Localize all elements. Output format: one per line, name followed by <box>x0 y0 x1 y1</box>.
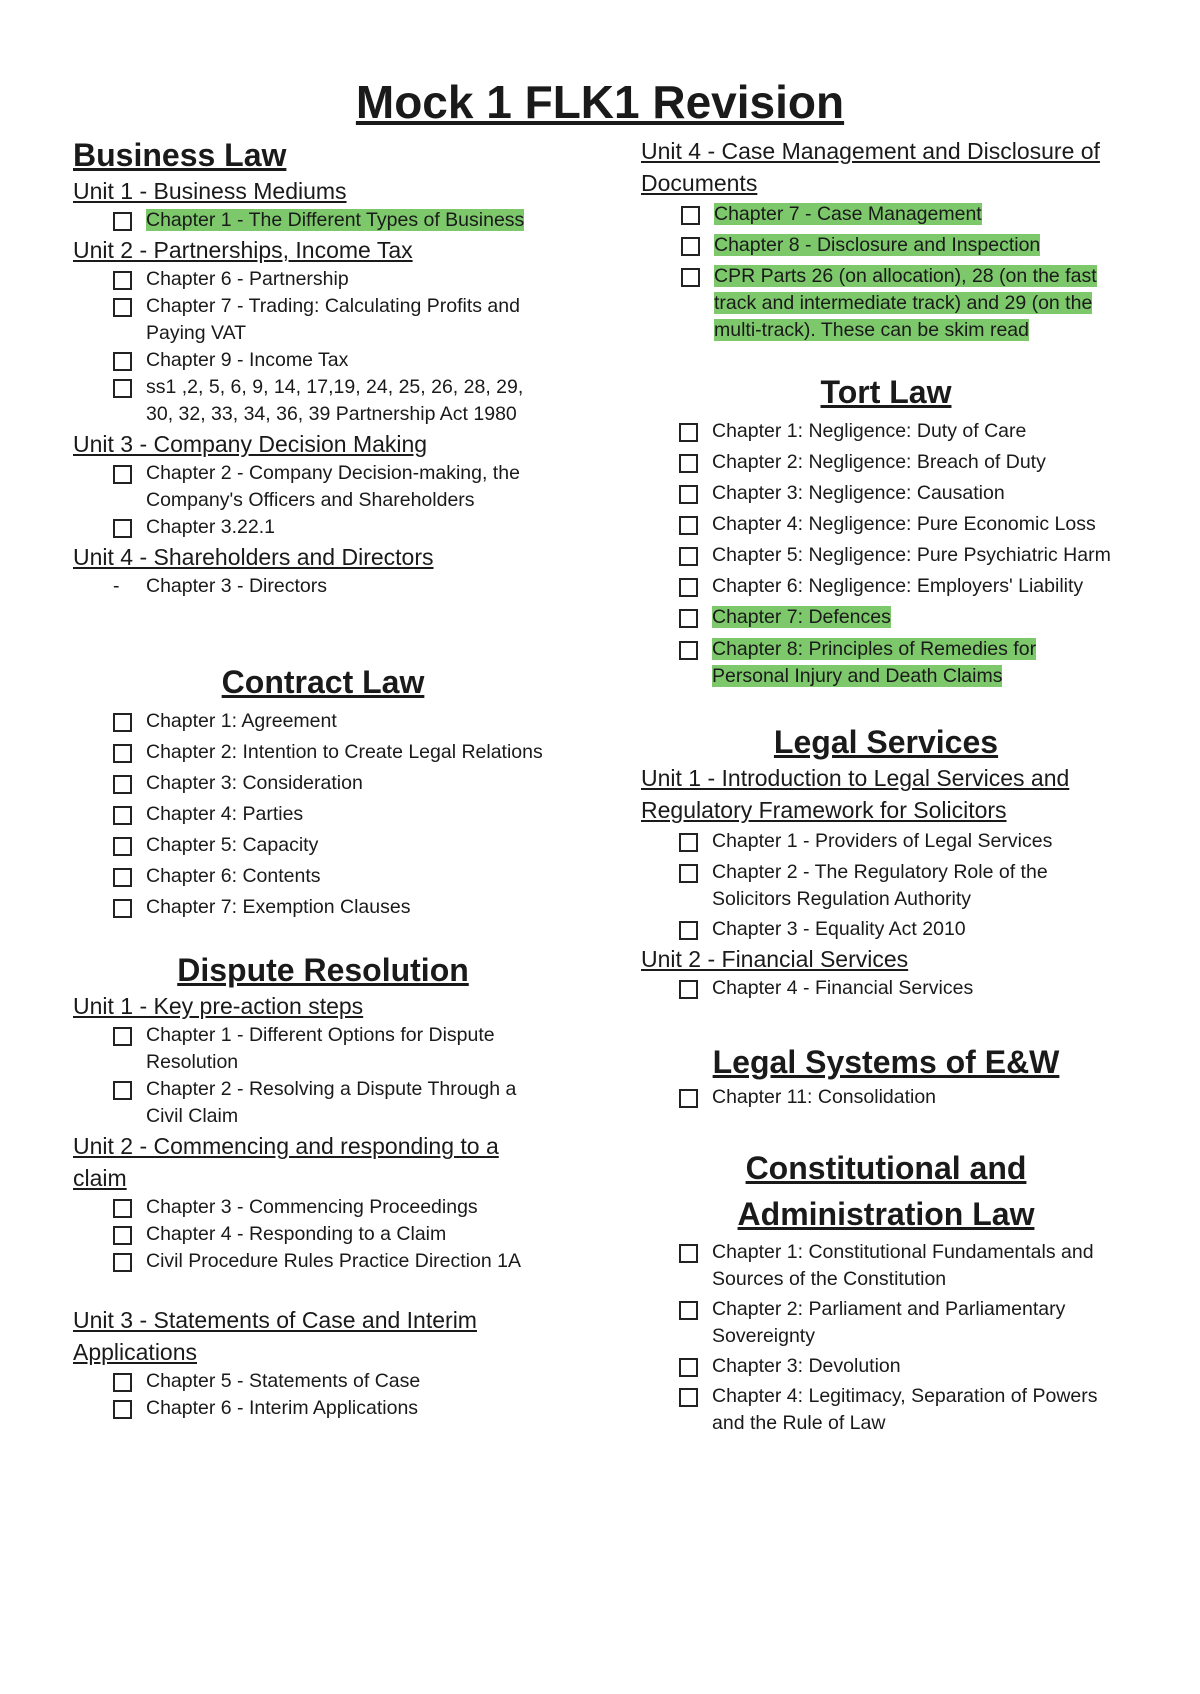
checklist-item[interactable]: Chapter 1: Negligence: Duty of Care <box>679 416 1159 447</box>
checkbox-icon[interactable] <box>113 519 132 538</box>
dispute-unit4-label: Unit 4 - Case Management and Disclosure of Documents <box>641 138 1100 196</box>
checklist-item[interactable]: Chapter 6 - Interim Applications <box>113 1395 573 1422</box>
list-item: - Chapter 3 - Directors <box>113 573 533 600</box>
checkbox-icon[interactable] <box>113 212 132 231</box>
checkbox-icon[interactable] <box>113 1199 132 1218</box>
dispute-unit2-label: Unit 2 - Commencing and responding to a claim <box>73 1133 499 1191</box>
checkbox-icon[interactable] <box>113 837 132 856</box>
checklist-item[interactable]: Chapter 4: Parties <box>113 799 593 830</box>
checkbox-icon[interactable] <box>113 352 132 371</box>
checklist-item[interactable]: Chapter 4 - Responding to a Claim <box>113 1221 573 1248</box>
checklist-item[interactable]: Chapter 5: Negligence: Pure Psychiatric Harm <box>679 540 1159 571</box>
checklist-item[interactable]: Chapter 4: Legitimacy, Separation of Powers and the Rule of Law <box>679 1383 1099 1437</box>
checkbox-icon[interactable] <box>679 980 698 999</box>
checklist-item[interactable]: Chapter 8 - Disclosure and Inspection <box>681 232 1101 259</box>
page-title: Mock 1 FLK1 Revision <box>355 76 845 128</box>
checkbox-icon[interactable] <box>113 1253 132 1272</box>
business-unit1-label: Unit 1 - Business Mediums <box>73 178 347 204</box>
checklist-item[interactable]: CPR Parts 26 (on allocation), 28 (on the fast track and intermediate track) and 29 (on the multi-track). These can be skim read <box>681 263 1101 344</box>
business-law-heading: Business Law <box>73 137 287 173</box>
business-unit2-list <box>73 266 533 428</box>
checkbox-icon[interactable] <box>113 1226 132 1245</box>
checkbox-icon[interactable] <box>113 744 132 763</box>
checklist-item[interactable]: Chapter 1: Agreement <box>113 706 593 737</box>
contract-list <box>73 706 593 923</box>
checkbox-icon[interactable] <box>679 454 698 473</box>
checklist-item[interactable]: Chapter 3: Devolution <box>679 1353 1099 1380</box>
checklist-item[interactable]: Chapter 2 - Resolving a Dispute Through a Civil Claim <box>113 1076 533 1130</box>
checklist-item[interactable]: Chapter 7: Defences <box>679 602 1159 633</box>
checkbox-icon[interactable] <box>679 1358 698 1377</box>
checklist-item[interactable]: Chapter 6 - Partnership <box>113 266 533 293</box>
checkbox-icon[interactable] <box>679 1301 698 1320</box>
checklist-item[interactable]: Chapter 11: Consolidation <box>679 1084 1099 1111</box>
dispute-unit4-section <box>641 135 1141 344</box>
legal-services-unit2-label: Unit 2 - Financial Services <box>641 946 909 972</box>
checklist-item[interactable]: Chapter 1 - Providers of Legal Services <box>679 828 1099 855</box>
checklist-item[interactable]: Chapter 2: Parliament and Parliamentary Sovereignty <box>679 1296 1099 1350</box>
checklist-item[interactable]: Chapter 4 - Financial Services <box>679 975 1099 1002</box>
checkbox-icon[interactable] <box>679 423 698 442</box>
legal-services-unit2-list <box>641 975 1099 1002</box>
checklist-item[interactable]: Chapter 7: Exemption Clauses <box>113 892 593 923</box>
checkbox-icon[interactable] <box>679 578 698 597</box>
checkbox-icon[interactable] <box>113 1081 132 1100</box>
checkbox-icon[interactable] <box>113 1400 132 1419</box>
checklist-item[interactable]: Chapter 5 - Statements of Case <box>113 1368 573 1395</box>
checklist-item[interactable]: Chapter 2 - The Regulatory Role of the Solicitors Regulation Authority <box>679 859 1099 913</box>
checklist-item[interactable]: Chapter 7 - Trading: Calculating Profits and Paying VAT <box>113 293 533 347</box>
business-unit4-list <box>73 573 533 600</box>
checkbox-icon[interactable] <box>681 268 700 287</box>
checkbox-icon[interactable] <box>113 713 132 732</box>
checkbox-icon[interactable] <box>113 1027 132 1046</box>
dispute-resolution-section <box>73 950 593 1422</box>
constitutional-section <box>641 1145 1141 1437</box>
legal-systems-section <box>641 1042 1141 1111</box>
business-unit2-label: Unit 2 - Partnerships, Income Tax <box>73 237 413 263</box>
checklist-item[interactable]: Chapter 9 - Income Tax <box>113 347 533 374</box>
checkbox-icon[interactable] <box>679 516 698 535</box>
legal-services-section <box>641 722 1141 1002</box>
contract-law-section <box>73 662 593 923</box>
checkbox-icon[interactable] <box>113 379 132 398</box>
checklist-item[interactable]: Chapter 6: Negligence: Employers' Liability <box>679 571 1159 602</box>
constitutional-heading: Constitutional and Administration Law <box>737 1150 1035 1232</box>
tort-law-heading: Tort Law <box>820 374 952 410</box>
checklist-item[interactable]: Chapter 3 - Commencing Proceedings <box>113 1194 573 1221</box>
checklist-item[interactable]: Chapter 2: Negligence: Breach of Duty <box>679 447 1159 478</box>
business-unit3-list <box>73 460 533 541</box>
checkbox-icon[interactable] <box>113 775 132 794</box>
checkbox-icon[interactable] <box>679 609 698 628</box>
checkbox-icon[interactable] <box>679 864 698 883</box>
checkbox-icon[interactable] <box>113 298 132 317</box>
dispute-unit2-list <box>73 1194 573 1275</box>
checkbox-icon[interactable] <box>681 206 700 225</box>
business-unit1-list <box>73 207 593 234</box>
checklist-item[interactable]: Chapter 1: Constitutional Fundamentals and Sources of the Constitution <box>679 1239 1099 1293</box>
business-law-section <box>73 135 593 600</box>
checklist-item[interactable]: Chapter 3.22.1 <box>113 514 533 541</box>
constitutional-list <box>641 1239 1099 1437</box>
legal-systems-list <box>641 1084 1099 1111</box>
checklist-item[interactable]: Chapter 5: Capacity <box>113 830 593 861</box>
checkbox-icon[interactable] <box>679 1388 698 1407</box>
checklist-item[interactable]: Chapter 3: Negligence: Causation <box>679 478 1159 509</box>
checklist-item[interactable]: Chapter 2 - Company Decision-making, the Company's Officers and Shareholders <box>113 460 533 514</box>
checklist-item[interactable]: Civil Procedure Rules Practice Direction 1A <box>113 1248 573 1275</box>
dispute-resolution-heading: Dispute Resolution <box>177 952 469 988</box>
checkbox-icon[interactable] <box>113 465 132 484</box>
checklist-item[interactable]: ss1 ,2, 5, 6, 9, 14, 17,19, 24, 25, 26, 28, 29, 30, 32, 33, 34, 36, 39 Partnership Act 1980 <box>113 374 533 428</box>
checkbox-icon[interactable] <box>681 237 700 256</box>
checkbox-icon[interactable] <box>113 806 132 825</box>
business-unit3-label: Unit 3 - Company Decision Making <box>73 431 428 457</box>
checklist-item[interactable]: Chapter 7 - Case Management <box>681 201 1101 228</box>
checklist-item[interactable]: Chapter 1 - The Different Types of Business <box>113 207 593 234</box>
tort-law-section <box>641 372 1141 690</box>
legal-services-heading: Legal Services <box>773 724 999 760</box>
checkbox-icon[interactable] <box>679 833 698 852</box>
checkbox-icon[interactable] <box>679 641 698 660</box>
checklist-item[interactable]: Chapter 3 - Equality Act 2010 <box>679 916 1099 943</box>
checkbox-icon[interactable] <box>679 921 698 940</box>
checklist-item[interactable]: Chapter 4: Negligence: Pure Economic Loss <box>679 509 1159 540</box>
dispute-unit1-list <box>73 1022 533 1130</box>
checklist-item[interactable]: Chapter 2: Intention to Create Legal Relations <box>113 737 593 768</box>
dispute-unit3-label: Unit 3 - Statements of Case and Interim Applications <box>73 1307 477 1365</box>
legal-systems-heading: Legal Systems of E&W <box>712 1044 1060 1080</box>
checklist-item[interactable]: Chapter 1 - Different Options for Dispute Resolution <box>113 1022 533 1076</box>
tort-list <box>641 416 1159 690</box>
checklist-item[interactable]: Chapter 6: Contents <box>113 861 593 892</box>
checkbox-icon[interactable] <box>113 868 132 887</box>
contract-law-heading: Contract Law <box>221 664 425 700</box>
checkbox-icon[interactable] <box>113 1373 132 1392</box>
dash-bullet: - <box>113 575 120 597</box>
checklist-item[interactable]: Chapter 3: Consideration <box>113 768 593 799</box>
checkbox-icon[interactable] <box>113 271 132 290</box>
dispute-unit4-list <box>641 201 1101 344</box>
legal-services-unit1-list <box>641 828 1099 943</box>
checkbox-icon[interactable] <box>679 547 698 566</box>
checkbox-icon[interactable] <box>113 899 132 918</box>
dispute-unit3-list <box>73 1368 573 1422</box>
checklist-item[interactable]: Chapter 8: Principles of Remedies for Personal Injury and Death Claims <box>679 636 1059 690</box>
business-unit4-label: Unit 4 - Shareholders and Directors <box>73 544 434 570</box>
dispute-unit1-label: Unit 1 - Key pre-action steps <box>73 993 364 1019</box>
checkbox-icon[interactable] <box>679 485 698 504</box>
legal-services-unit1-label: Unit 1 - Introduction to Legal Services and Regulatory Framework for Solicitors <box>641 765 1070 823</box>
checkbox-icon[interactable] <box>679 1089 698 1108</box>
checkbox-icon[interactable] <box>679 1244 698 1263</box>
